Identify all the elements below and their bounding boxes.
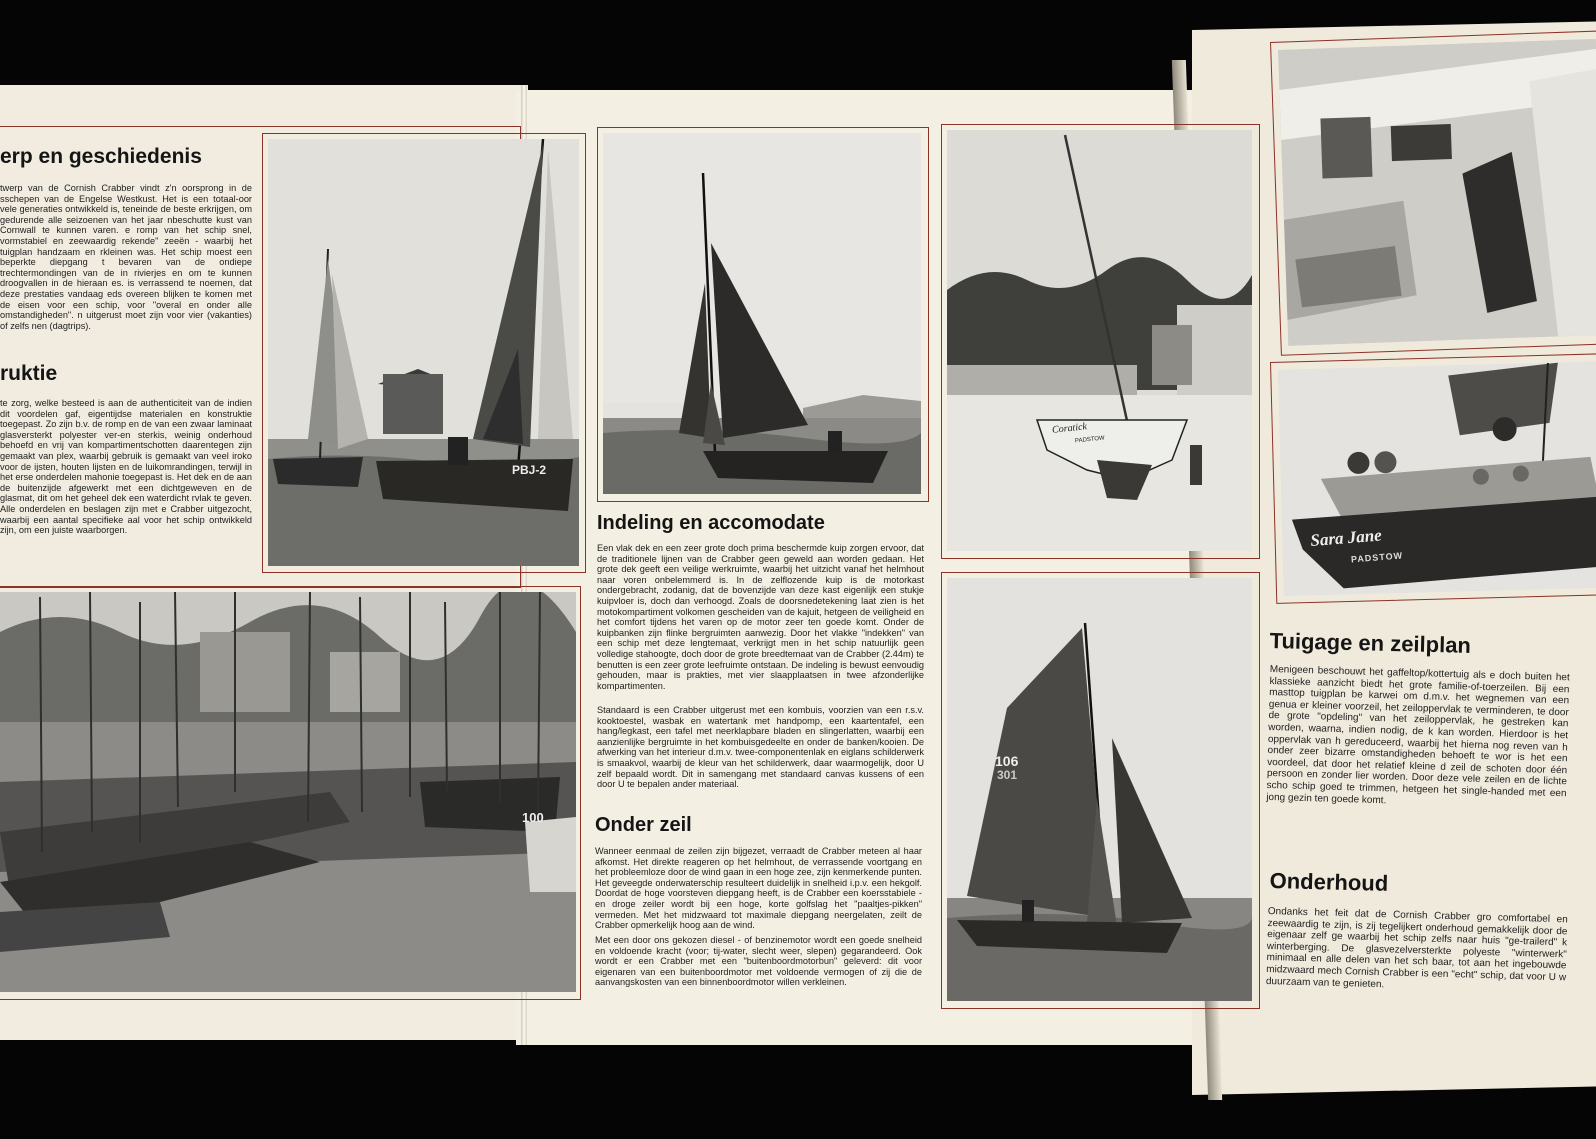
text-construction: te zorg, welke besteed is aan de authenticiteit van de indien dit voordelen gaf, eigentijdse materialen en konstruktie toegepast. Zo zijn b.v. de romp en de van een zwaar laminaat glasversterkt polyester ver-en sterkis, weinig onderhoud behoefd en vrij van kompartimentschotten daarentegen zijn gemaakt van plex, waarbij gebruik is gemaakt van veel iroko voor de ijsten, houten lijsten en de luikomrandingen, terwijl in het erse onderdelen mahonie toegepast is. Het dek en de aan de buitenzijde afgewerkt met een dichtgeweven en de glasmat, dit om het geheel dek een waterdicht rvlak te geven. Alle onderdelen en beslagen zijn met e Crabber uitgezocht, waarbij een aantal specifieke aal voor het schip ontwikkeld zijn, om een juiste waarborgen. — [0, 398, 252, 536]
photo-beached-boat-svg — [947, 130, 1252, 551]
photo-sail-number-301: 301 — [997, 768, 1018, 782]
photo-boat-number-100: 100 — [522, 810, 544, 825]
photo-crabber-under-sail — [603, 133, 921, 494]
photo-interior-svg — [1278, 39, 1596, 346]
photo-crabber-gaff-rig — [947, 578, 1252, 1001]
photo-boat-port-family: PADSTOW — [1350, 550, 1404, 565]
photo-crabber-interior — [1278, 39, 1596, 346]
photo-family-svg — [1278, 362, 1596, 596]
heading-layout: Indeling en accomodate — [597, 512, 825, 534]
photo-boat-name-sara-jane: Sara Jane — [1309, 525, 1383, 551]
text-layout-standard: Standaard is een Crabber uitgerust met een kombuis, voorzien van een r.s.v. kooktoestel, wasbak en watertank met handpomp, een kaartentafel, een hang/legkast, een tafel met neerklapbare bladen en slingerlatten, waarbij een aanzienlijke bergruimte in het kombuisgedeelte en onder de banken/kooien. De afwerking van het interieur d.m.v. twee-componentenlak en eiglans schilderwerk is smaakvol, waarbij de kleur van het schilderwerk, daar waarmogelijk, door U zelf bepaald wordt. Dit in samengang met standaard canvas kussens of een door U te bepalen ander materiaal. — [597, 705, 924, 790]
heading-sailing: Onder zeil — [595, 814, 692, 836]
photo-boat-port-beached: PADSTOW — [1074, 435, 1106, 445]
photo-harbour-svg — [0, 592, 576, 992]
photo-sail-number-pbj2: PBJ-2 — [512, 463, 547, 477]
text-maintenance: Ondanks het feit dat de Cornish Crabber gro comfortabel en zeewaardig te zijn, is zij tegelijkert onderhoud gemakkelijk door de eigenaar zelf ge waarbij het schip zelfs naar huis "ge-trailerd" k winterberging. De glasvezelversterkte polyeste "winterwerk" minimaal en alle delen van het sch baar, tot aan het ingebouwde midzwaard mech Cornish Crabber is een "echt" schip, dat voor U w duurzaam van te genieten. — [1265, 906, 1568, 990]
text-sailing: Wanneer eenmaal de zeilen zijn bijgezet, verraadt de Crabber meteen al haar afkomst. Het direkte reageren op het helmhout, de verrassende voortgang en het probleemloze door de wind gaan in een hoge zee, zijn kenmerkende punten. Het geveegde onderwaterschip resulteert duidelijk in snelheid i.p.v. een hekgolf. Doordat de hoge voorsteven diepgang heeft, is de Crabber een koersstabiele - en droge zeiler wordt bij een hoge, korte golfslag het "paaltjes-pikken" vermeden. Met het midzwaard tot maximale diepgang neergelaten, zeilt de Crabber opmerkelijk hoog aan de wind. — [595, 846, 922, 931]
photo-crabber-on-beach — [947, 130, 1252, 551]
photo-two-crabbers-sailing — [268, 139, 579, 566]
heading-construction: ruktie — [0, 362, 58, 385]
text-layout: Een vlak dek en een zeer grote doch prima beschermde kuip zorgen ervoor, dat de traditionele lijnen van de Crabber geen geweld aan worden gedaan. Het grote dek geeft een veilige werkruimte, waarbij het uitzicht vanaf het helmhout naar voren onbelemmerd is. In de zelflozende kuip is de motorkast ondergebracht, zodanig, dat de bovenzijde van deze kast eigenlijk een stukje kuipvloer is, doch dan verhoogd. Zoals de doorsnedetekening laat zien is het motokompartiment volkomen gescheiden van de kajuit, hetgeen de veiligheid en het comfort tijdens het varen op de motor zeer ten goede komt. Onder de kuipbanken zijn flinke bergruimten aanwezig. Door het vlakke "indekken" van een schip met deze lengtemaat, verkrijgt men in het schip natuurlijk geen volledige stahoogte, doch door de grote breedtemaat van de Crabber (2.44m) te benutten is een zeer grote leefruimte ontstaan. De indeling is bewust eenvoudig gehouden, maar is prakties, met vier slaapplaatsen in twee afzonderlijke kompartimenten. — [597, 543, 924, 691]
photo-boat-name-coratick: Coratick — [1051, 421, 1088, 436]
text-history: twerp van de Cornish Crabber vindt z'n oorsprong in de sschepen van de Engelse Westkust. Het is een totaal-oor vele generaties ontwikkeld is, teneinde de beste erkrijgen, om gedurende alle seizoenen van het jaar nbeschutte kust van Cornwall te kunnen varen. e romp van het schip snel, vormstabiel en zeewaardig rekende" zeeën - waarbij het tuigplan handzaam en rkleinen was. Het schip moest een beperkte diepgang t bevaren van de ondiepe trechtermondingen van de in rivierjes en om te kunnen droogvallen in de hieraan es. is verrassend te noemen, dat deze prestaties vandaag eds overeen blijken te komen met de eisen voor een schip, voor "overal en onder alle omstandigheden". n uitgerust moet zijn voor vier (vakanties) of zelfs nen (dagtrips). — [0, 183, 252, 331]
photo-gaff-rig-svg — [947, 578, 1252, 1001]
text-rig: Menigeen beschouwt het gaffeltop/kottertuig als e doch buiten het klassieke aanzicht biedt het grote familie-of-toerzeilen. Bij een masttop tuigplan be karwei om d.m.v. het wegnemen van een genua er kleiner voorzeil, het zeiloppervlak te verminderen, te door de grote "opdeling" van het zeiloppervlak, he gestreken kan worden, waarna, indien nodig, de k kan worden. Hierdoor is het oppervlak van h gereduceerd, waarbij het hierna nog reven van h onder zeer bizarre omstandigheden behoeft te wor is het een voordeel, dat door het relatief kleine d zeil de schoten door één persoon en zonder lier worden. Door deze vele zeilen en de lichte scho schip goed te trimmen, hetgeen het single-handed met een jong gezin ten goede komt. — [1266, 664, 1570, 806]
photo-sail-number-106: 106 — [995, 753, 1019, 769]
heading-history: erp en geschiedenis — [0, 145, 202, 168]
heading-maintenance: Onderhoud — [1269, 868, 1389, 896]
photo-single-boat-svg — [603, 133, 921, 494]
photo-family-on-boat — [1278, 362, 1596, 596]
heading-rig: Tuigage en zeilplan — [1269, 628, 1472, 658]
photo-two-boats-svg — [268, 139, 579, 566]
text-sailing-engine: Met een door ons gekozen diesel - of benzinemotor wordt een goede snelheid en voldoende kracht (voor; tij-water, slecht weer, slepen) gegarandeerd. Ook wordt er een Crabber met een "buitenboordmotorbun" geleverd: dit voor eigenaren van een buitenboordmotor met voldoende vermogen of zij die de aanvangskosten van een binnenboordmotor willen verkleinen. — [595, 935, 922, 988]
photo-harbour-moored-boats — [0, 592, 576, 992]
